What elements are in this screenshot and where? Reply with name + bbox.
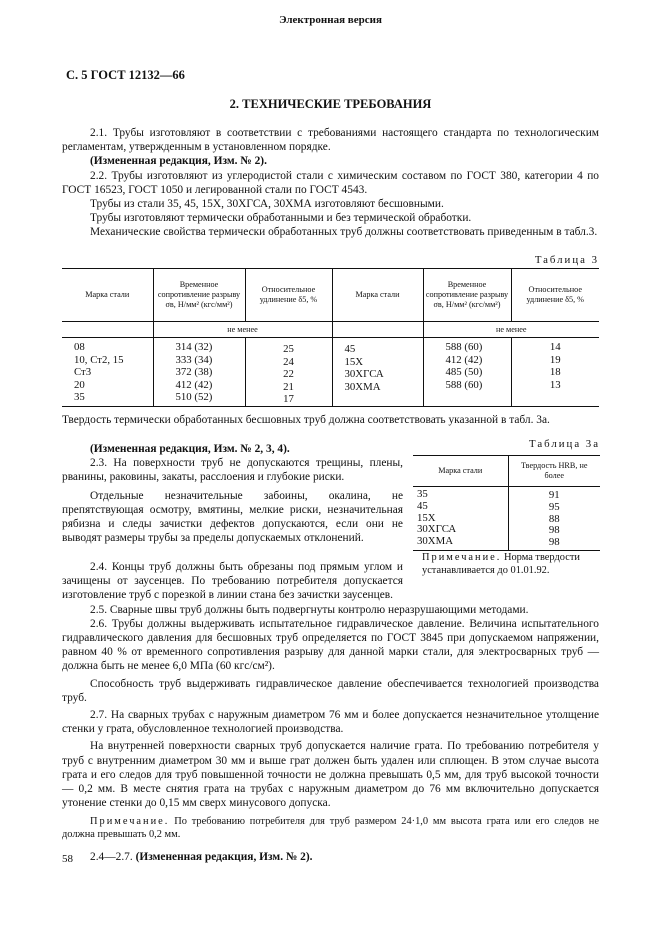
table-cell: 10, Ст2, 15 bbox=[74, 353, 124, 366]
table-cell: 13 bbox=[549, 378, 561, 391]
table-cell: 18 bbox=[549, 366, 561, 378]
text-block-hardness bbox=[62, 413, 599, 427]
paragraph-2-3-minor: Отдельные незначительные забоины, окалина, не препятствующая осмотру, вмятины, мелкие риски, незначительная рябизна и следы зачистки дефектов допускаются, если они не выводят размеры трубы за пределы допускаемых отклонений. bbox=[62, 489, 403, 545]
not-less-right: не менее bbox=[495, 324, 527, 334]
paragraph-2-2-heat: Трубы изготовляют термически обработанными и без термической обработки. bbox=[90, 212, 472, 225]
table-cell: 21 bbox=[283, 380, 294, 393]
table-cell: 91 bbox=[548, 489, 560, 501]
table-cell: 17 bbox=[283, 393, 294, 405]
table-cell: 24 bbox=[283, 355, 294, 368]
table-cell: 30ХГСА bbox=[417, 523, 457, 536]
table-cell: 15Х bbox=[344, 355, 364, 368]
table-3a bbox=[413, 455, 600, 551]
revision-note-3 bbox=[62, 850, 599, 864]
text-block-left-column bbox=[62, 442, 403, 545]
header-grade: Марка стали bbox=[413, 456, 508, 487]
table-cell: 08 bbox=[74, 341, 85, 353]
col-grades-left bbox=[62, 338, 153, 407]
paragraph-2-7: 2.7. На сварных трубах с наружным диаметром 76 мм и более допускается незначительное утолщение стенки у грата, обусловленное технологией производства. bbox=[62, 709, 599, 736]
table-cell: 25 bbox=[283, 343, 294, 355]
col-strength-right bbox=[423, 338, 511, 407]
table-cell: 15Х bbox=[417, 511, 436, 524]
table3a-caption: Таблица 3а bbox=[529, 438, 600, 450]
paragraph-hardness: Твердость термически обработанных бесшовных труб должна соответствовать указанной в табл. 3а. bbox=[62, 414, 550, 426]
paragraph-2-2-grades: Трубы из стали 35, 45, 15Х, 30ХГСА, 30ХМА изготовляют бесшовными. bbox=[90, 198, 444, 211]
text-block-bottom bbox=[62, 560, 599, 865]
paragraph-2-2-mech: Механические свойства термически обработанных труб должны соответствовать приведенным в табл.3. bbox=[90, 226, 598, 239]
page-number: 58 bbox=[62, 853, 73, 865]
text-block-intro bbox=[62, 126, 599, 240]
revision-text: (Измененная редакция, Изм. № 2). bbox=[135, 851, 313, 864]
table-cell: 510 (52) bbox=[175, 391, 213, 403]
header-elong-right: Относительное удлинение δ5, % bbox=[526, 285, 585, 304]
page-reference: С. 5 ГОСТ 12132—66 bbox=[66, 68, 185, 82]
paragraph-2-1: 2.1. Трубы изготовляют в соответствии с требованиями настоящего стандарта по технологическим регламентам, утвержденным в установленном порядке. bbox=[62, 127, 599, 154]
table-cell: 588 (60) bbox=[445, 341, 483, 353]
paragraph-2-3: 2.3. На поверхности труб не допускаются трещины, плены, рванины, раковины, закаты, расслоения и глубокие риски. bbox=[62, 457, 403, 484]
not-less-left: не менее bbox=[153, 322, 332, 338]
revision-note: (Измененная редакция, Изм. № 2). bbox=[90, 155, 267, 168]
note-2-7 bbox=[62, 815, 599, 841]
note-label: Примечание. bbox=[90, 816, 170, 828]
table-cell: 95 bbox=[548, 500, 560, 513]
header-grade-right: Марка стали bbox=[332, 269, 423, 322]
table-3 bbox=[62, 268, 599, 407]
table-cell: 19 bbox=[549, 353, 561, 366]
table-cell: 98 bbox=[548, 536, 560, 549]
table-cell: 35 bbox=[74, 391, 85, 403]
col-grades bbox=[413, 487, 508, 551]
table-cell: 412 (42) bbox=[175, 378, 213, 391]
table3-caption: Таблица 3 bbox=[534, 254, 599, 266]
table-cell: 30ХМА bbox=[344, 380, 381, 393]
electronic-version-label: Электронная версия bbox=[279, 14, 382, 26]
paragraph-2-6-capability: Способность труб выдерживать гидравлическое давление обеспечивается технологией производства труб. bbox=[62, 677, 599, 704]
table-cell: 22 bbox=[283, 368, 294, 380]
header-strength-right: Временное сопротивление разрыву σв, Н/мм² (кгс/мм²) bbox=[423, 269, 511, 322]
paragraph-2-7-burr: На внутренней поверхности сварных труб допускается наличие грата. По требованию потребителя у труб с внутренним диаметром 30 мм и выше грат должен быть удален или сплющен. В этом случае высота грата и его следов для труб повышенной точности не должна превышать 0,5 мм, для труб высокой точности — 0,2 мм. В месте снятия грата на трубах с наружным диаметром до 76 мм включительно допускается утонение стенки до 0,15 мм сверх минусового допуска. bbox=[62, 740, 599, 810]
table-cell: 98 bbox=[548, 524, 560, 537]
table-cell: Ст3 bbox=[74, 366, 92, 378]
col-hardness bbox=[508, 487, 600, 551]
table-cell: 485 (50) bbox=[445, 366, 483, 378]
note-text: Норма твердости устанавливается до 01.01.92. bbox=[422, 552, 580, 576]
table-cell: 20 bbox=[74, 378, 85, 391]
section-range: 2.4—2.7. bbox=[90, 851, 133, 864]
table-cell: 588 (60) bbox=[445, 378, 483, 391]
col-grades-right bbox=[332, 338, 423, 407]
note-label: Примечание. bbox=[422, 552, 502, 563]
paragraph-2-2: 2.2. Трубы изготовляют из углеродистой стали с химическим составом по ГОСТ 380, категории 4 по ГОСТ 16523, ГОСТ 1050 и легированной стали по ГОСТ 4543. bbox=[62, 169, 599, 196]
col-elong-left bbox=[245, 338, 332, 407]
header-grade-left: Марка стали bbox=[62, 269, 153, 322]
table-cell: 88 bbox=[548, 512, 560, 525]
paragraph-2-6: 2.6. Трубы должны выдерживать испытательное гидравлическое давление. Величина испытательного гидравлического давления для бесшовных труб определяется по ГОСТ 3845 при допускаемом напряжении, равном 40 % от временного сопротивления разрыву для данной марки стали, для электросварных труб — должна быть не менее 6,0 МПа (60 кгс/см²). bbox=[62, 617, 599, 673]
header-elong-left: Относительное удлинение δ5, % bbox=[245, 269, 332, 322]
header-strength-left: Временное сопротивление разрыву σв, Н/мм² (кгс/мм²) bbox=[153, 269, 245, 322]
table-cell: 14 bbox=[549, 341, 561, 353]
header-hardness: Твердость HRB, не более bbox=[521, 461, 588, 480]
table-cell: 35 bbox=[417, 488, 428, 500]
table-cell: 45 bbox=[417, 499, 428, 512]
paragraph-2-4-part bbox=[62, 560, 403, 603]
col-elong-right bbox=[511, 338, 599, 407]
table-cell: 412 (42) bbox=[445, 353, 483, 366]
paragraph-2-4: 2.4. Концы труб должны быть обрезаны под прямым углом и зачищены от заусенцев. По требованию потребителя допускается изготовление труб с порезкой в линии стана без зачистки заусенцев. bbox=[62, 561, 403, 602]
col-strength-left bbox=[153, 338, 245, 407]
section-title: 2. ТЕХНИЧЕСКИЕ ТРЕБОВАНИЯ bbox=[229, 97, 432, 111]
table-cell: 45 bbox=[344, 343, 356, 355]
note-text: По требованию потребителя для труб размером 24·1,0 мм высота грата или его следов не должна превышать 0,2 мм. bbox=[62, 816, 599, 841]
table-cell: 30ХМА bbox=[417, 535, 453, 548]
table-cell: 333 (34) bbox=[175, 353, 213, 366]
revision-note-2: (Измененная редакция, Изм. № 2, 3, 4). bbox=[90, 443, 290, 455]
table-cell: 372 (38) bbox=[175, 366, 213, 378]
paragraph-2-5: 2.5. Сварные швы труб должны быть подвергнуты контролю неразрушающими методами. bbox=[90, 603, 529, 616]
table-cell: 30ХГСА bbox=[344, 368, 384, 380]
table-cell: 314 (32) bbox=[175, 341, 213, 353]
